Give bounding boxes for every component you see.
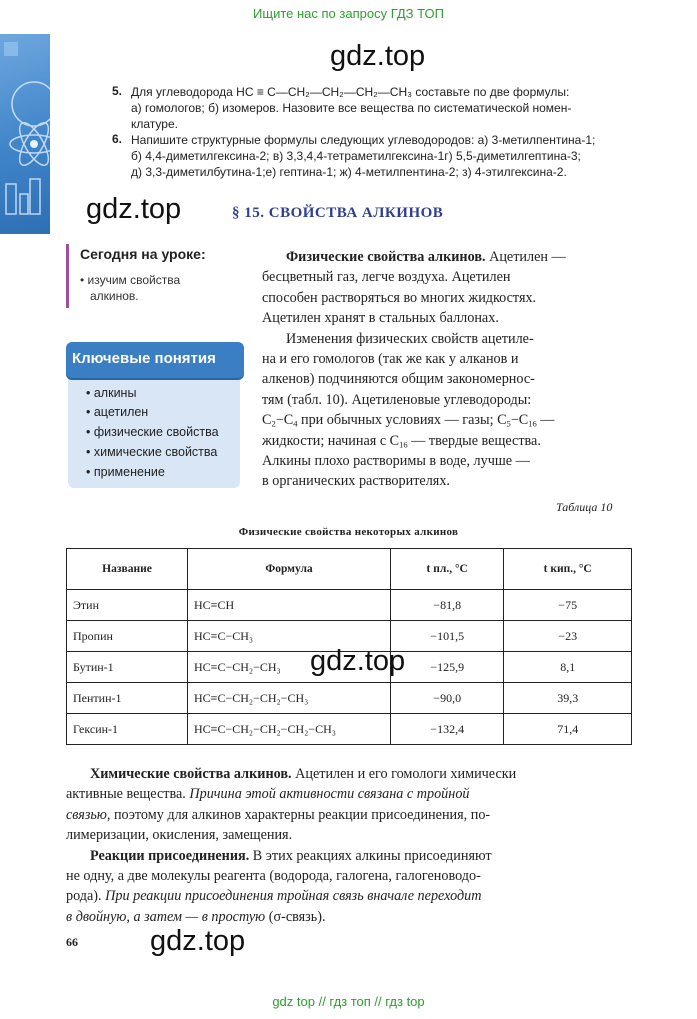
watermark-2: gdz.top	[86, 193, 182, 225]
cell-name: Бутин-1	[67, 652, 188, 683]
watermark-1: gdz.top	[330, 40, 426, 72]
page-number: 66	[66, 935, 78, 949]
cell-boiling: 8,1	[504, 652, 632, 683]
text-line: связью,	[66, 806, 111, 823]
text-line: Ацетилен и его гомологи химически	[295, 766, 517, 782]
today-item-line: • изучим свойства	[80, 273, 181, 287]
question-5-line: а) гомологов; б) изомеров. Назовите все вещества по систематической номен-	[131, 101, 572, 115]
question-6-line: б) 4,4-диметилгексина-2; в) 3,3,4,4-тетраметилгексина-1г) 5,5-диметилгептина-3;	[131, 149, 581, 163]
text-line: При реакции присоединения тройная связь вначале переходит	[105, 888, 482, 905]
question-6-line: Напишите структурные формулы следующих углеводородов: а) 3-метилпентина-1;	[131, 133, 596, 147]
today-item-line: алкинов.	[90, 289, 139, 303]
text-line: тям (табл. 10). Ацетиленовые углеводороды:	[262, 391, 532, 408]
table-row	[67, 683, 632, 714]
text-line: алкенов) подчиняются общим закономернос-	[262, 371, 535, 388]
cell-melting: −90,0	[391, 683, 504, 714]
cell-formula: HC≡CH	[188, 590, 391, 621]
key-concept-item: • ацетилен	[86, 405, 149, 419]
table-title: Физические свойства некоторых алкинов	[238, 526, 459, 538]
text-line: Изменения физических свойств ацетиле-	[286, 330, 534, 347]
cell-name: Пентин-1	[67, 683, 188, 714]
bottom-banner[interactable]: gdz top // гдз топ // гдз top	[272, 994, 425, 1009]
chemical-properties-text	[66, 764, 634, 927]
question-5-text	[131, 84, 571, 132]
cell-melting: −101,5	[391, 621, 504, 652]
top-banner[interactable]: Ищите нас по запросу ГДЗ ТОП	[253, 6, 444, 21]
section-title: § 15. СВОЙСТВА АЛКИНОВ	[232, 205, 444, 221]
cell-melting: −125,9	[391, 652, 504, 683]
text-line: — твердые вещества.	[411, 432, 541, 449]
question-6-number: 6.	[112, 132, 123, 146]
cell-melting: −132,4	[391, 714, 504, 745]
cell-boiling: 39,3	[504, 683, 632, 714]
text-line: рода).	[66, 888, 102, 905]
key-concepts-title: Ключевые понятия	[72, 350, 216, 367]
header-melting: t пл., °C	[391, 549, 504, 590]
text-line: в двойную, а затем — в простую	[66, 908, 266, 925]
text-line: не одну, а две молекулы реагента (водорода, галогена, галогеноводо-	[66, 868, 481, 885]
today-item	[80, 272, 180, 304]
text-line: лимеризации, окисления, замещения.	[66, 827, 293, 844]
question-5-line: клатуре.	[131, 117, 178, 131]
cell-name: Этин	[67, 590, 188, 621]
key-concept-item: • алкины	[86, 386, 137, 400]
watermark-3: gdz.top	[310, 645, 406, 677]
text-line: способен растворяться во многих жидкостях.	[262, 289, 537, 306]
text-line: при обычных условиях — газы;	[300, 412, 494, 429]
text-line: в органических растворителях.	[262, 473, 450, 490]
physical-heading: Физические свойства алкинов.	[286, 249, 486, 265]
table-row	[67, 714, 632, 745]
key-concept-item: • физические свойства	[86, 425, 219, 439]
text-line: Причина этой активности связана с тройной	[189, 786, 470, 803]
key-concept-item: • химические свойства	[86, 445, 218, 459]
cell-formula: HC≡C−CH₂−CH₃	[188, 652, 391, 683]
text-line: на и его гомологов (так же как у алканов и	[262, 351, 519, 368]
question-5-number: 5.	[112, 84, 123, 98]
question-5-line: Для углеводорода НС ≡ С—CH₂—CH₂—CH₂—CH₃ составьте по две формулы:	[131, 85, 570, 99]
text-line: жидкости; начиная с	[262, 432, 387, 449]
header-boiling: t кип., °C	[504, 549, 632, 590]
cell-name: Гексин-1	[67, 714, 188, 745]
text-line: Алкины плохо растворимы в воде, лучше —	[262, 453, 530, 470]
text-line: активные вещества.	[66, 786, 186, 803]
chemical-heading: Химические свойства алкинов.	[90, 766, 292, 782]
text-line: В этих реакциях алкины присоединяют	[252, 847, 492, 864]
physical-properties-text: Физические свойства алкинов. Ацетилен — бесцветный газ, легче воздуха. Ацетилен способен растворяться во многих жидкостях. Ацетилен хранят в стальных баллонах. Изменения физических свойств ацетиле- на и его гомологов (так же как у алканов и алкенов) подчиняются общим закономернос- тям (табл. 10). Ацетиленовые углеводороды: $C_2-C_4$ при обычных условиях — газы; $C_5-C_{16}$ — жидкости; начиная с $C_{16}$ — твердые вещества. Алкины плохо растворимы в воде, лучше — в органических растворителях.	[262, 247, 634, 492]
atom-icon	[0, 34, 50, 234]
question-6-text	[131, 132, 595, 180]
question-6-line: д) 3,3-диметилбутина-1;е) гептина-1; ж) 4-метилпентина-2; з) 4-этилгексина-2.	[131, 165, 567, 179]
table-label: Таблица 10	[556, 500, 613, 514]
header-formula: Формула	[188, 549, 391, 590]
table-row	[67, 590, 632, 621]
cell-melting: −81,8	[391, 590, 504, 621]
addition-heading: Реакции присоединения.	[90, 847, 250, 864]
cell-boiling: −23	[504, 621, 632, 652]
table-header-row	[67, 549, 632, 590]
today-title: Сегодня на уроке:	[80, 246, 206, 262]
side-illustration	[0, 34, 50, 234]
cell-formula: HC≡C−CH₃	[188, 621, 391, 652]
text-line: бесцветный газ, легче воздуха. Ацетилен	[262, 269, 511, 286]
text-line: Ацетилен хранят в стальных баллонах.	[262, 310, 499, 327]
cell-name: Пропин	[67, 621, 188, 652]
header-name: Название	[67, 549, 188, 590]
text-line: поэтому для алкинов характерны реакции присоединения, по-	[113, 806, 491, 823]
key-concept-item: • применение	[86, 465, 165, 479]
cell-formula: HC≡C−CH₂−CH₂−CH₃	[188, 683, 391, 714]
cell-formula: HC≡C−CH₂−CH₂−CH₂−CH₃	[188, 714, 391, 745]
cell-boiling: −75	[504, 590, 632, 621]
watermark-4: gdz.top	[150, 925, 246, 957]
text-line: (σ-связь).	[268, 908, 326, 925]
text-line: Ацетилен —	[489, 249, 566, 265]
cell-boiling: 71,4	[504, 714, 632, 745]
